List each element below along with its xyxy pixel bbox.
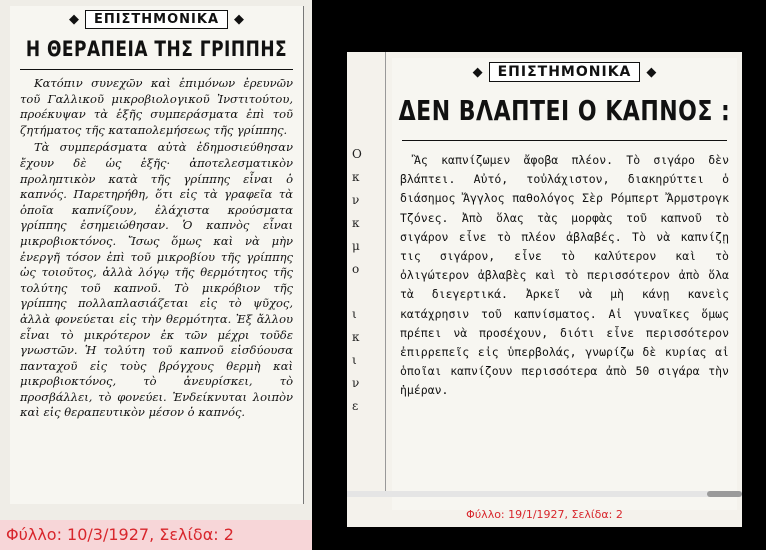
left-paragraph-2: Τὰ συμπεράσματα αὐτὰ ἐδημοσιεύθησαν ἔχουν δὲ ὡς ἑξῆς· ἀποτελεσματικὸν προληπτικὸν κατὰ τῆς γρίππης εἶναι ὁ καπνός. Παρετηρήθη, ὅτι εἰς τὰ γραφεῖα τὰ ὁποῖα καπνίζουν, ἐλάχιστα κρούσματα γρίππης ἐσημειώθησαν. Ὁ καπνὸς εἶναι μικροβιοκτόνος. Ἴσως ὅμως καὶ νὰ μὴν ἐνεργῆ τόσον ἐπὶ τοῦ μικροβίου τῆς γρίππης ὡς τοιοῦτος, ἀλλὰ λόγῳ τῆς θερμότητος τῆς τολύτης τοῦ καπνοῦ. Τὸ μικρόβιον τῆς γρίππης πολλαπλασιάζεται εἰς τὸ ψῦχος, ἀλλὰ φονεύεται εἰς τὴν θερμότητα. Ἐξ ἄλλου εἶναι τὸ μικρότερον ἐκ τῶν μέχρι τοῦδε γνωστῶν. Ἡ τολύτη τοῦ καπνοῦ εἰσδύουσα πανταχοῦ εἰς τοὺς βρόγχους θερμὴ καὶ μικροβιοκτόνος, τὸ ἀνευρίσκει, τὸ προσβάλλει, τὸ φονεύει. Ἐνδείκνυται λοιπὸν καὶ εἰς θεραπευτικὸν μέσον ὁ καπνός. bbox=[20, 140, 293, 420]
right-column-divider bbox=[385, 52, 386, 492]
margin-fragment: κ bbox=[352, 170, 360, 184]
right-article-body bbox=[392, 141, 737, 401]
left-newspaper-clipping bbox=[10, 6, 304, 504]
ornament-right-icon: ◆ bbox=[234, 12, 245, 27]
right-newspaper-clipping bbox=[392, 58, 737, 510]
margin-fragment: μ bbox=[352, 239, 360, 253]
ornament-left-icon: ◆ bbox=[68, 12, 79, 27]
right-clipping-panel bbox=[347, 52, 742, 527]
margin-fragment: ο bbox=[352, 262, 360, 276]
left-clipping-panel bbox=[0, 0, 312, 550]
right-paragraph-1: Ἂς καπνίζωμεν ἄφοβα πλέον. Τὸ σιγάρο δὲν βλάπτει. Αὐτό, τοὐλάχιστον, διακηρύττει ὁ διάσημος Ἄγγλος παθολόγος Σὲρ Ρόμπερτ Ἄρμστρογκ Τζόνες. Ἀπὸ ὅλας τὰς μορφὰς τοῦ καπνοῦ τὸ σιγάρον εἶνε τὸ πλέον ἀβλαβές. Τὸ νὰ καπνίζῃ τις σιγάρον, εἶνε τὸ καλύτερον καὶ τὸ ὀλιγώτερον ἀβλαβὲς καὶ τὸ περισσότερον ἀπὸ ὅλα τὰ διεγερτικά. Ἀρκεῖ νὰ μὴ κάνῃ κανεὶς κατάχρησιν τοῦ καπνίσματος. Αἱ γυναῖκες ὅμως πρέπει νὰ προσέχουν, διότι εἶνε περισσότερον ἐπιρρεπεῖς εἰς ὑπερβολάς, γνωρίζω δὲ κυρίας αἱ ὁποῖαι καπνίζουν περισσότερα ἀπὸ 50 σιγάρα τὴν ἡμέραν. bbox=[400, 153, 729, 398]
left-rubric-row bbox=[10, 10, 303, 29]
margin-fragment: ν bbox=[352, 193, 360, 207]
left-article-body bbox=[10, 70, 303, 421]
margin-fragment: ν bbox=[352, 376, 360, 390]
margin-fragment: ι bbox=[352, 353, 357, 367]
scrollbar-thumb[interactable] bbox=[707, 491, 742, 497]
left-paragraph-1: Κατόπιν συνεχῶν καὶ ἐπιμόνων ἐρευνῶν τοῦ Γαλλικοῦ μικροβιολογικοῦ Ἰνστιτούτου, προέκυψαν τὰ ἑξῆς συμπεράσματα ἐπὶ τοῦ ζητήματος τῆς καταπολεμήσεως τῆς γρίππης. bbox=[20, 76, 293, 137]
left-headline: Η ΘΕΡΑΠΕΙΑ ΤΗΣ ΓΡΙΠΠΗΣ bbox=[25, 37, 288, 62]
margin-fragment: ε bbox=[352, 399, 359, 413]
margin-fragment: Ο bbox=[352, 147, 362, 161]
right-headline: ΔΕΝ ΒΛΑΠΤΕΙ Ο ΚΑΠΝΟΣ : bbox=[398, 96, 731, 128]
ornament-left-icon: ◆ bbox=[472, 64, 483, 80]
right-source-caption: Φύλλο: 19/1/1927, Σελίδα: 2 bbox=[466, 508, 623, 521]
horizontal-scrollbar[interactable] bbox=[347, 491, 742, 497]
margin-fragment: κ bbox=[352, 216, 360, 230]
margin-fragment: ι bbox=[352, 307, 357, 321]
ornament-right-icon: ◆ bbox=[646, 64, 657, 80]
margin-fragment: κ bbox=[352, 330, 360, 344]
left-source-caption: Φύλλο: 10/3/1927, Σελίδα: 2 bbox=[0, 520, 312, 550]
right-rubric-row bbox=[392, 62, 737, 82]
right-rubric: ΕΠΙΣΤΗΜΟΝΙΚΑ bbox=[489, 62, 641, 82]
left-rubric: ΕΠΙΣΤΗΜΟΝΙΚΑ bbox=[85, 10, 228, 29]
